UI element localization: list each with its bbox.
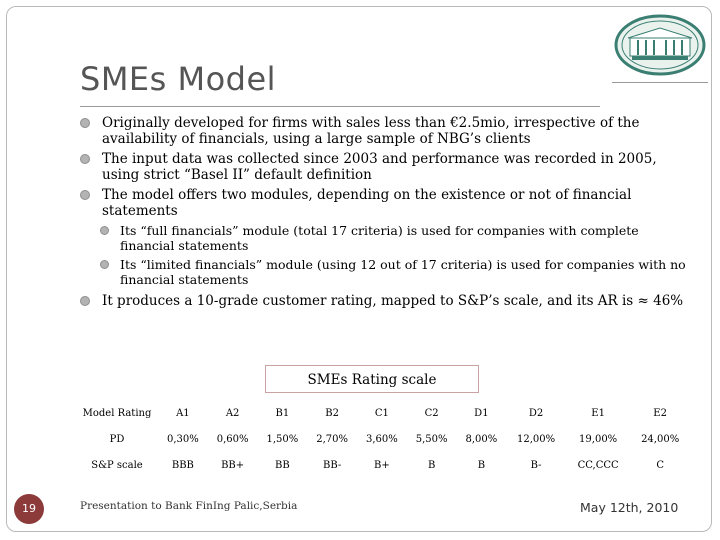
table-cell: C1 xyxy=(374,407,389,419)
bullet-item xyxy=(80,151,690,183)
table-cell: 2,70% xyxy=(316,433,349,445)
table-cell: C2 xyxy=(424,407,439,419)
bullet-text: The input data was collected since 2003 and performance was recorded in 2005, using strict “Basel II” default definition xyxy=(102,151,657,183)
table-cell: CC,CCC xyxy=(577,459,619,471)
sub-bullet-text: Its “full financials” module (total 17 criteria) is used for companies with complete financial statements xyxy=(120,223,639,253)
table-row xyxy=(76,452,690,478)
table-cell: C xyxy=(656,459,664,471)
table-cell: BB+ xyxy=(221,459,245,471)
table-cell: D1 xyxy=(474,407,489,419)
table-cell: B xyxy=(427,459,436,471)
table-cell: A2 xyxy=(225,407,240,419)
table-cell: 8,00% xyxy=(465,433,498,445)
table-cell: 1,50% xyxy=(266,433,299,445)
table-cell: E1 xyxy=(591,407,605,419)
bullet-list xyxy=(80,115,690,313)
table-cell: 19,00% xyxy=(579,433,618,445)
slide-title: SMEs Model xyxy=(80,60,277,98)
bullet-text: The model offers two modules, depending on the existence or not of financial statements xyxy=(102,187,632,219)
table-cell: 0,30% xyxy=(166,433,199,445)
table-cell: PD xyxy=(109,433,125,445)
bullet-dot-icon xyxy=(80,296,90,306)
table-cell: 24,00% xyxy=(641,433,680,445)
bullet-dot-icon xyxy=(80,190,90,200)
table-cell: 0,60% xyxy=(216,433,249,445)
table-cell: B xyxy=(477,459,486,471)
rating-scale-table xyxy=(76,400,690,478)
table-cell: 5,50% xyxy=(415,433,448,445)
table-cell: 12,00% xyxy=(517,433,556,445)
logo-divider xyxy=(612,82,708,83)
rating-scale-title: SMEs Rating scale xyxy=(265,365,479,393)
bank-building-logo-icon xyxy=(614,14,706,76)
bullet-dot-icon xyxy=(100,260,109,269)
table-cell: BBB xyxy=(171,459,194,471)
table-cell: S&P scale xyxy=(91,459,143,471)
table-cell: B2 xyxy=(325,407,339,419)
bullet-dot-icon xyxy=(100,226,109,235)
table-cell: B+ xyxy=(374,459,390,471)
bullet-text: It produces a 10-grade customer rating, mapped to S&P’s scale, and its AR is ≈ 46% xyxy=(102,293,684,309)
table-row xyxy=(76,426,690,452)
bullet-item xyxy=(80,187,690,219)
bullet-item xyxy=(80,293,690,309)
sub-bullet-text: Its “limited financials” module (using 12 out of 17 criteria) is used for companies with no financial statements xyxy=(120,257,686,287)
table-cell: BB- xyxy=(322,459,342,471)
table-cell: A1 xyxy=(176,407,190,419)
table-cell: D2 xyxy=(528,407,544,419)
bullet-dot-icon xyxy=(80,154,90,164)
sub-bullet-item xyxy=(100,223,690,253)
bullet-item xyxy=(80,115,690,147)
sub-bullet-item xyxy=(100,257,690,287)
footer-presentation-text: Presentation to Bank FinIng Palic,Serbia xyxy=(80,500,298,512)
bullet-text: Originally developed for firms with sales less than €2.5mio, irrespective of the availability of financials, using a large sample of NBG’s clients xyxy=(102,115,640,147)
table-cell: Model Rating xyxy=(82,407,152,419)
table-cell: B1 xyxy=(275,407,290,419)
table-cell: BB xyxy=(275,459,290,471)
footer-date: May 12th, 2010 xyxy=(580,500,679,515)
slide-number-badge: 19 xyxy=(14,494,44,524)
table-row xyxy=(76,400,690,426)
title-divider xyxy=(80,106,600,107)
table-cell: B- xyxy=(530,459,542,471)
table-cell: E2 xyxy=(653,407,667,419)
table-cell: 3,60% xyxy=(365,433,398,445)
bullet-dot-icon xyxy=(80,118,90,128)
